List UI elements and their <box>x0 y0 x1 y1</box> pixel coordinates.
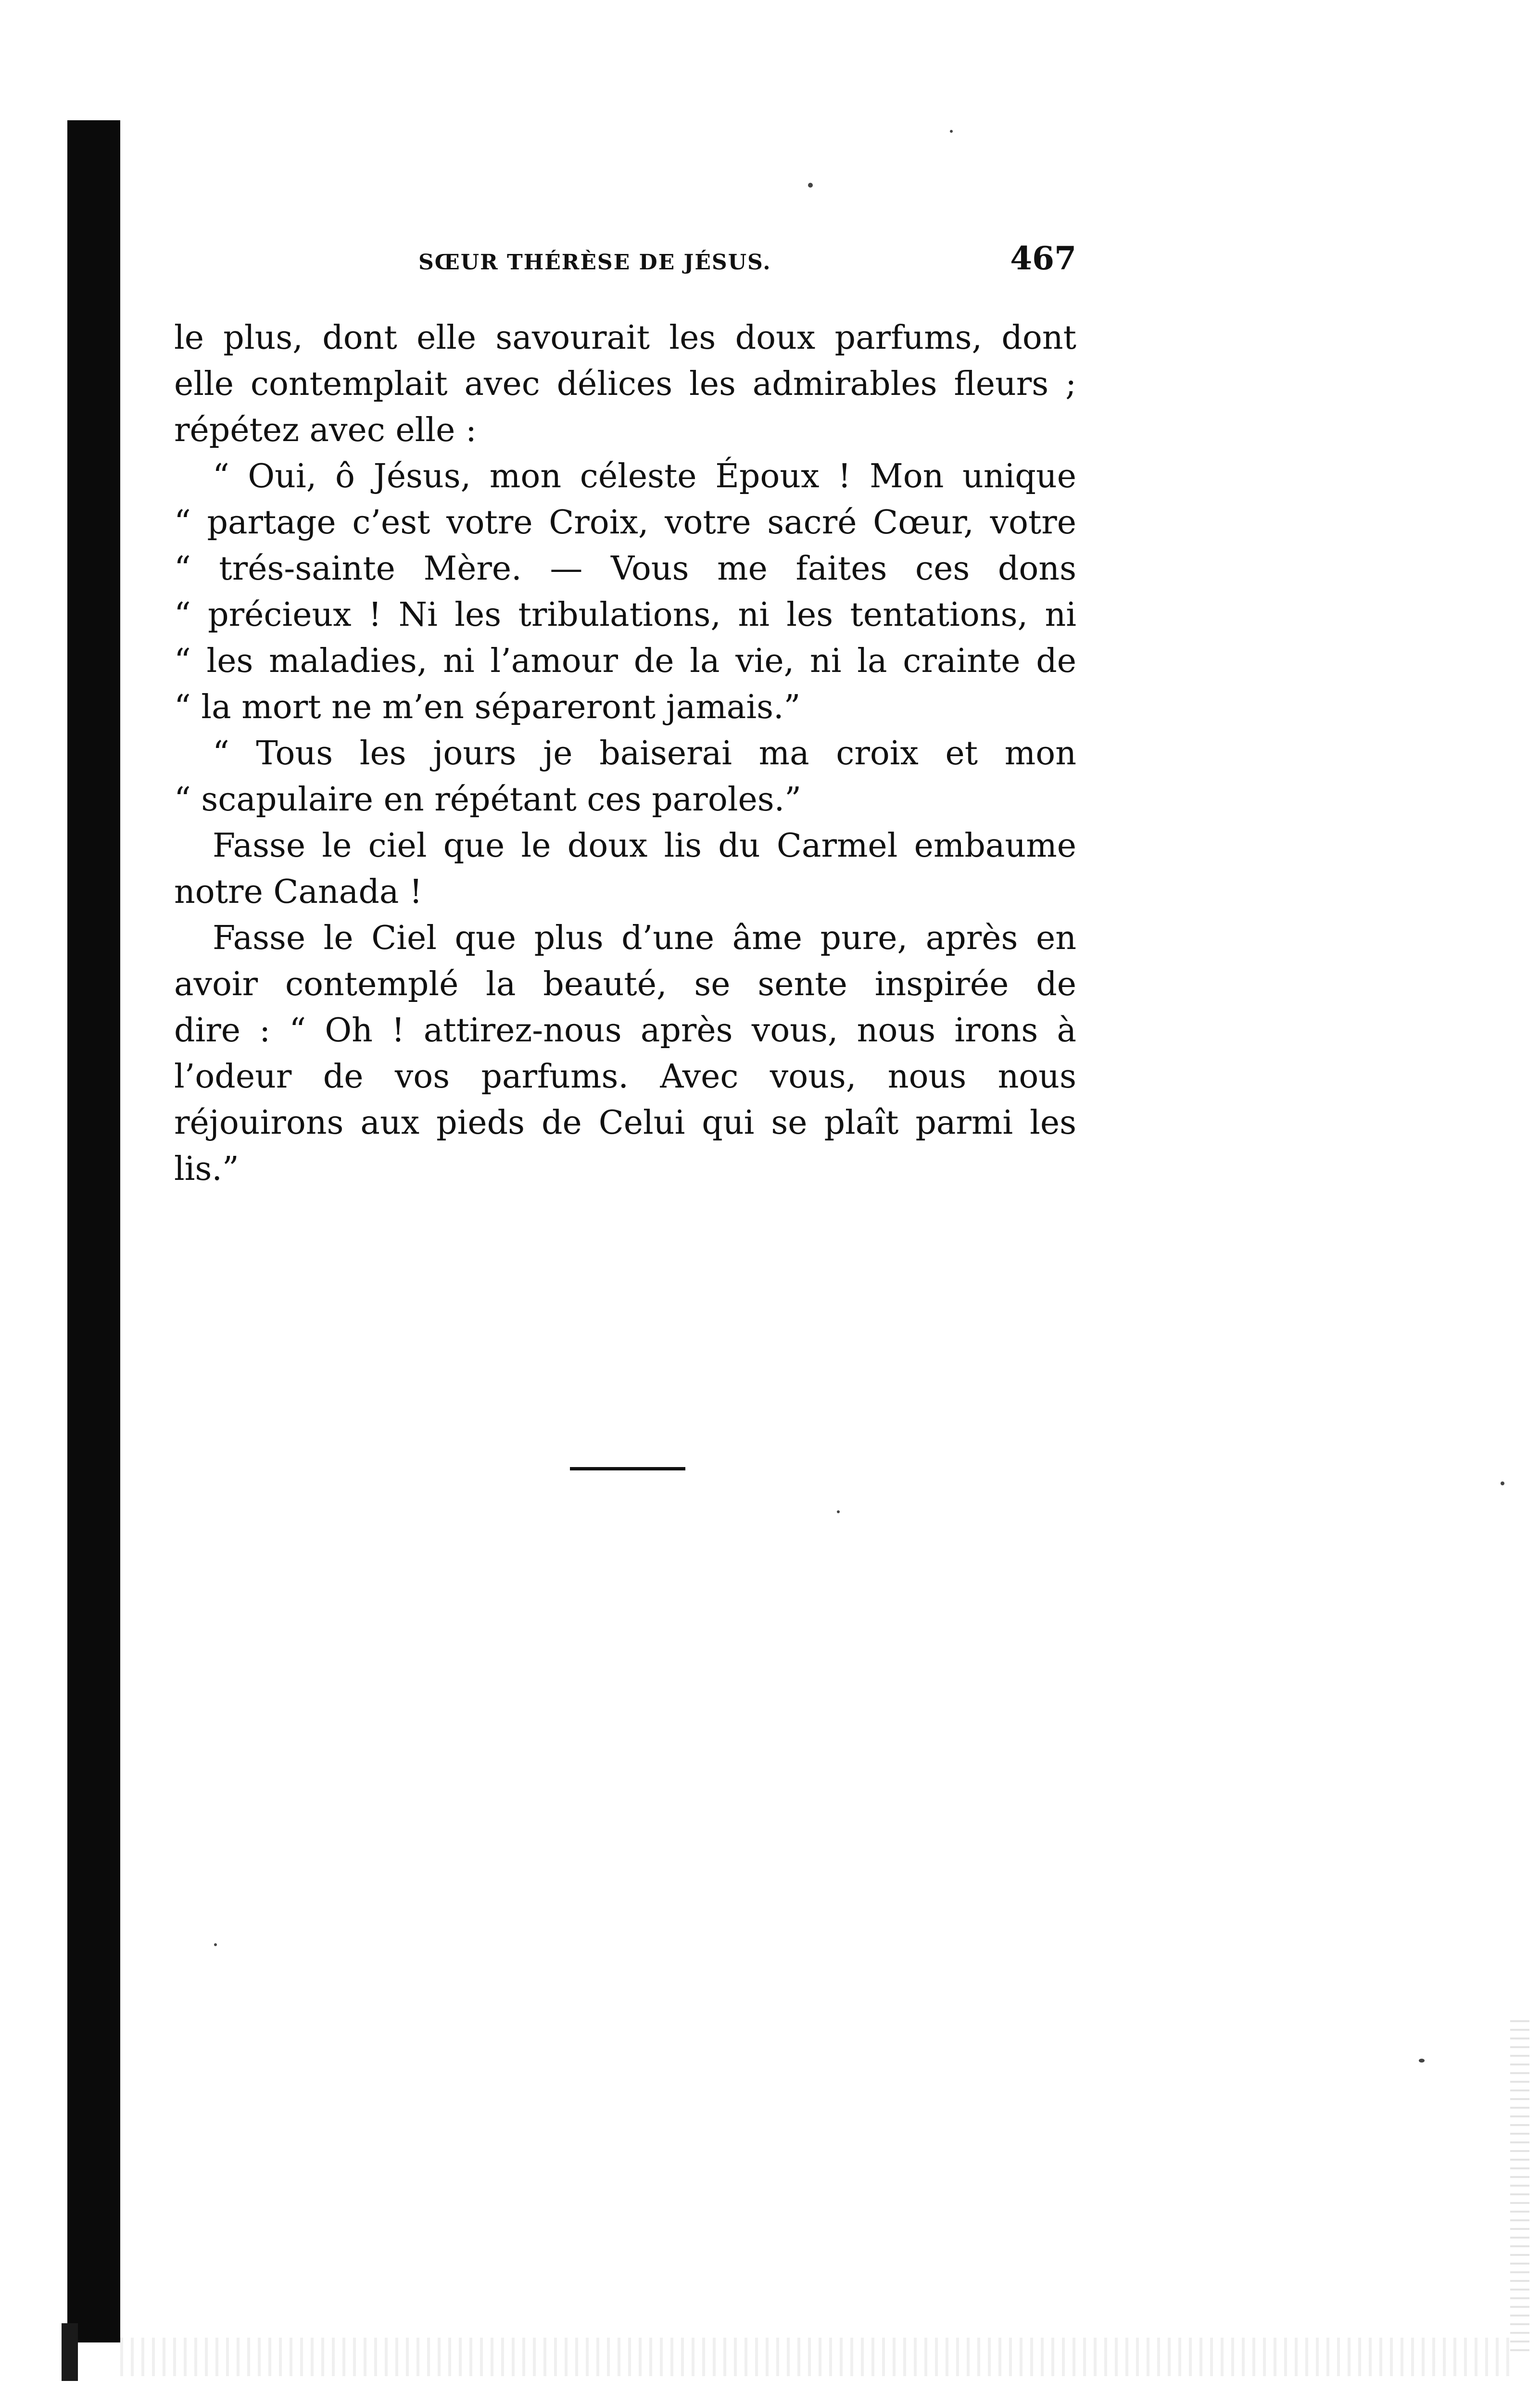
text-line: “ les maladies, ni l’amour de la vie, ni la crainte de <box>174 642 1076 680</box>
text-line: “ la mort ne m’en sépareront jamais.” <box>174 688 801 726</box>
text-line: Fasse le ciel que le doux lis du Carmel embaume <box>213 827 1076 865</box>
page-number: 467 <box>1010 240 1076 277</box>
paragraph-1 <box>174 315 1076 454</box>
running-title: SŒUR THÉRÈSE DE JÉSUS. <box>418 250 771 275</box>
scan-speck <box>808 183 813 188</box>
text-line: Fasse le Ciel que plus d’une âme pure, après en <box>213 919 1076 957</box>
scan-edge-stub <box>62 2323 78 2381</box>
text-block <box>174 315 1076 1192</box>
text-line: “ scapulaire en répétant ces paroles.” <box>174 781 802 819</box>
text-line: répétez avec elle : <box>174 411 477 449</box>
text-line: le plus, dont elle savourait les doux parfums, dont <box>174 319 1076 357</box>
scan-speck <box>950 130 953 133</box>
paragraph-3 <box>174 731 1076 823</box>
paragraph-5 <box>174 915 1076 1192</box>
scan-edge-shadow <box>67 120 120 2342</box>
end-rule <box>570 1467 685 1470</box>
paragraph-2 <box>174 454 1076 731</box>
running-head <box>174 240 1076 283</box>
text-line: “ précieux ! Ni les tribulations, ni les tentations, ni <box>174 596 1076 634</box>
text-line: dire : “ Oh ! attirez-nous après vous, nous irons à <box>174 1012 1076 1050</box>
scan-noise-right <box>1510 2020 1529 2357</box>
text-line: avoir contemplé la beauté, se sente inspirée de <box>174 965 1076 1003</box>
text-line: notre Canada ! <box>174 873 423 911</box>
text-line: réjouirons aux pieds de Celui qui se plaît parmi les <box>174 1104 1076 1142</box>
scan-speck <box>837 1510 840 1513</box>
scan-noise-bottom <box>120 2338 1515 2376</box>
text-line: “ Oui, ô Jésus, mon céleste Époux ! Mon unique <box>213 457 1076 495</box>
text-line: “ Tous les jours je baiserai ma croix et mon <box>213 734 1076 772</box>
text-line: l’odeur de vos parfums. Avec vous, nous nous <box>174 1058 1076 1096</box>
text-line: “ partage c’est votre Croix, votre sacré Cœur, votre <box>174 504 1076 542</box>
scan-speck <box>1501 1481 1504 1485</box>
paragraph-4 <box>174 823 1076 915</box>
text-line: lis.” <box>174 1150 239 1188</box>
scan-speck <box>1419 2059 1425 2063</box>
scan-speck <box>214 1943 217 1946</box>
text-line: “ trés-sainte Mère. — Vous me faites ces dons <box>174 550 1076 588</box>
text-line: elle contemplait avec délices les admirables fleurs ; <box>174 365 1076 403</box>
